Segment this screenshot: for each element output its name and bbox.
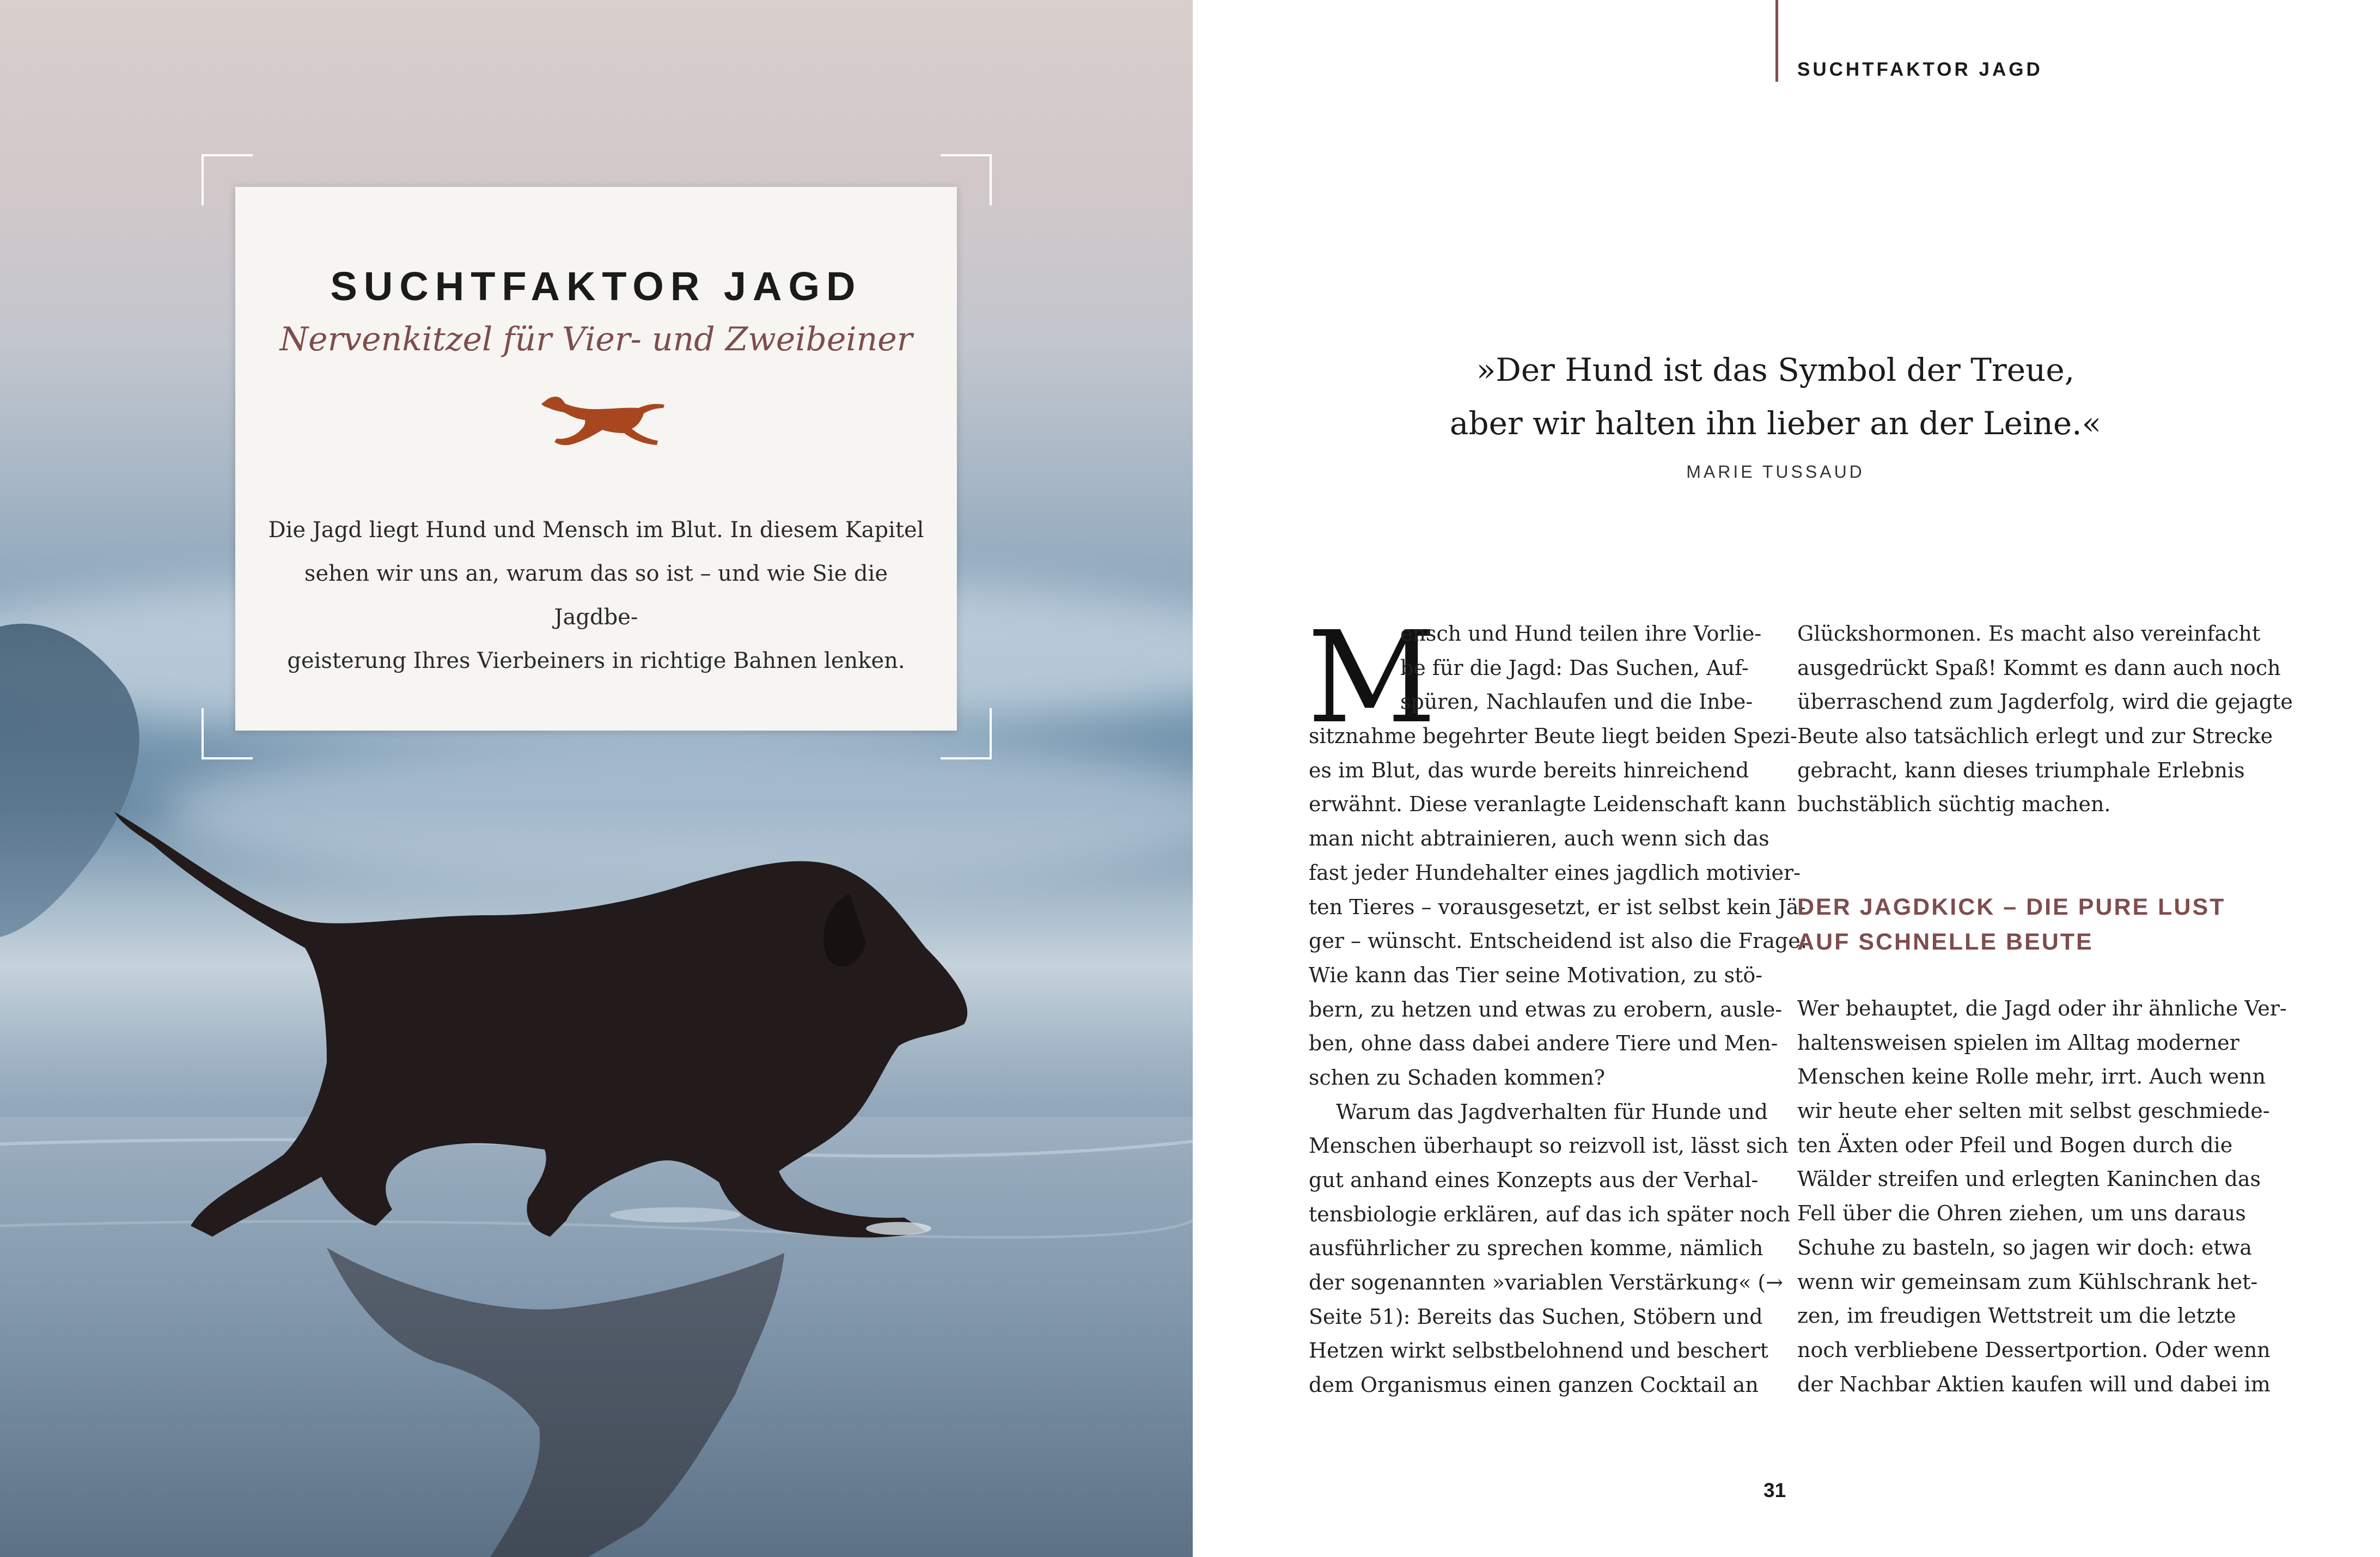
text-line: ten Äxten oder Pfeil und Bogen durch die [1797, 1133, 2233, 1157]
text-line: wenn wir gemeinsam zum Kühlschrank het- [1797, 1269, 2258, 1294]
subheading-line: DER JAGDKICK – DIE PURE LUST [1797, 894, 2226, 920]
intro-line: sehen wir uns an, warum das so ist – und wie Sie die Jagdbe- [304, 561, 888, 630]
text-line: buchstäblich süchtig machen. [1797, 792, 2111, 817]
text-line: Menschen keine Rolle mehr, irrt. Auch wenn [1797, 1065, 2266, 1089]
section-subheading [1797, 890, 2225, 959]
chapter-intro [268, 508, 924, 683]
text-line: es im Blut, das wurde bereits hinreichend [1309, 758, 1749, 782]
text-line: Wälder streifen und erlegten Kaninchen das [1797, 1167, 2261, 1191]
text-line: man nicht abtrainieren, auch wenn sich das [1309, 826, 1769, 851]
header-rule [1775, 0, 1778, 82]
text-line: ausgedrückt Spaß! Kommt es dann auch noch [1797, 655, 2281, 680]
text-line: ausführlicher zu sprechen komme, nämlich [1309, 1236, 1763, 1261]
text-line: Schuhe zu basteln, so jagen wir doch: etwa [1797, 1235, 2252, 1260]
intro-line: geisterung Ihres Vierbeiners in richtige Bahnen lenken. [287, 648, 905, 673]
epigraph-quote [1362, 343, 2189, 450]
text-line: Wie kann das Tier seine Motivation, zu stö- [1309, 963, 1763, 987]
text-line: Warum das Jagdverhalten für Hunde und [1336, 1099, 1768, 1124]
quote-line: aber wir halten ihn lieber an der Leine.« [1449, 405, 2102, 442]
text-line: wir heute eher selten mit selbst geschmiede- [1797, 1099, 2270, 1123]
text-line: be für die Jagd: Das Suchen, Auf- [1400, 655, 1749, 680]
text-line: schen zu Schaden kommen? [1309, 1065, 1605, 1090]
chapter-card [235, 187, 957, 731]
text-line: haltensweisen spielen im Alltag moderner [1797, 1030, 2239, 1055]
drop-cap: M [1307, 604, 1437, 751]
text-line: Glückshormonen. Es macht also vereinfacht [1797, 622, 2261, 646]
body-column-2-top [1797, 617, 2293, 822]
text-line: gebracht, kann dieses triumphale Erlebnis [1797, 758, 2245, 782]
text-line: ten Tieres – vorausgesetzt, er ist selbst kein Jä- [1309, 895, 1806, 919]
text-line: Fell über die Ohren ziehen, um uns daraus [1797, 1201, 2246, 1226]
text-line: der Nachbar Aktien kaufen will und dabei im [1797, 1372, 2271, 1396]
subheading-line: AUF SCHNELLE BEUTE [1797, 929, 2094, 955]
page-number: 31 [1763, 1479, 1786, 1501]
chapter-title: SUCHTFAKTOR JAGD [330, 264, 862, 309]
text-line: Hetzen wirkt selbstbelohnend und beschert [1309, 1339, 1768, 1363]
quote-line: »Der Hund ist das Symbol der Treue, [1476, 351, 2075, 388]
body-column-2-bottom [1797, 992, 2287, 1401]
running-head: SUCHTFAKTOR JAGD [1797, 59, 2043, 80]
text-line: Seite 51): Bereits das Suchen, Stöbern und [1309, 1304, 1763, 1329]
text-line: Wer behauptet, die Jagd oder ihr ähnliche Ver- [1797, 996, 2287, 1020]
text-line: ensch und Hund teilen ihre Vorlie- [1400, 622, 1762, 646]
intro-line: Die Jagd liegt Hund und Mensch im Blut. In diesem Kapitel [268, 518, 924, 543]
chapter-subtitle: Nervenkitzel für Vier- und Zweibeiner [279, 320, 913, 358]
text-line: gut anhand eines Konzepts aus der Verhal- [1309, 1168, 1759, 1192]
running-dog-icon [535, 388, 671, 448]
text-line: tensbiologie erklären, auf das ich später noch [1309, 1202, 1791, 1226]
quote-author: MARIE TUSSAUD [1686, 462, 1865, 482]
text-line: erwähnt. Diese veranlagte Leidenschaft kann [1309, 792, 1786, 817]
text-line: ben, ohne dass dabei andere Tiere und Men- [1309, 1031, 1778, 1056]
text-line: ger – wünscht. Entscheidend ist also die Frage: [1309, 929, 1808, 953]
text-line: bern, zu hetzen und etwas zu erobern, ausle- [1309, 997, 1783, 1021]
text-line: sitznahme begehrter Beute liegt beiden Spezi- [1309, 724, 1797, 749]
text-line: Menschen überhaupt so reizvoll ist, lässt sich [1309, 1134, 1789, 1158]
body-column-1 [1307, 604, 1808, 1402]
text-line: zen, im freudigen Wettstreit um die letzte [1797, 1304, 2236, 1328]
hillside [0, 624, 139, 937]
text-line: dem Organismus einen ganzen Cocktail an [1309, 1373, 1759, 1397]
text-line: spüren, Nachlaufen und die Inbe- [1400, 690, 1753, 714]
text-line: der sogenannten »variablen Verstärkung« (→ [1309, 1270, 1783, 1295]
text-line: Beute also tatsächlich erlegt und zur Strecke [1797, 724, 2273, 749]
text-line: noch verbliebene Dessertportion. Oder wenn [1797, 1337, 2271, 1362]
text-line: fast jeder Hundehalter eines jagdlich motivier- [1309, 860, 1801, 885]
text-line: überraschend zum Jagderfolg, wird die gejagte [1797, 690, 2293, 714]
